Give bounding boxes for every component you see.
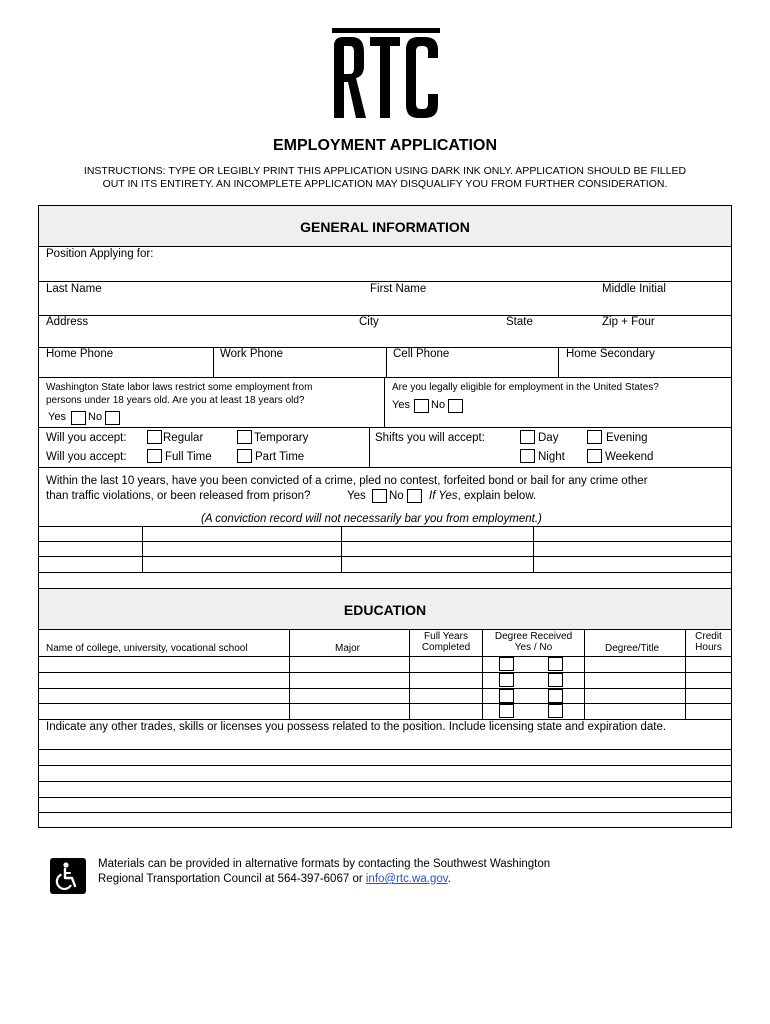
col-credit bbox=[686, 631, 731, 653]
evening-label: Evening bbox=[606, 432, 648, 444]
col-degree-line-2: Yes / No bbox=[514, 642, 553, 653]
age-yes-label: Yes bbox=[48, 411, 66, 423]
full-time-label: Full Time bbox=[165, 451, 212, 463]
degree-no-checkbox-2[interactable] bbox=[548, 673, 563, 687]
col-major: Major bbox=[335, 643, 361, 654]
footer-line-1: Materials can be provided in alternative formats by contacting the Southwest Washington bbox=[98, 858, 551, 870]
email-link[interactable]: info@rtc.wa.gov bbox=[365, 873, 448, 885]
regular-label: Regular bbox=[163, 432, 204, 444]
explain-text: , explain below. bbox=[457, 490, 537, 502]
part-time-checkbox[interactable] bbox=[237, 449, 252, 463]
conviction-no-label: No bbox=[389, 490, 404, 502]
age-question-line-1: Washington State labor laws restrict some employment from bbox=[46, 382, 313, 393]
conviction-if-yes bbox=[429, 490, 536, 502]
conviction-no-checkbox[interactable] bbox=[407, 489, 422, 503]
shifts-label: Shifts you will accept: bbox=[375, 432, 485, 444]
day-checkbox[interactable] bbox=[520, 430, 535, 444]
eligible-question: Are you legally eligible for employment in the United States? bbox=[392, 382, 659, 393]
city-label: City bbox=[359, 316, 379, 328]
accept-label-1: Will you accept: bbox=[46, 432, 127, 444]
night-checkbox[interactable] bbox=[520, 449, 535, 463]
degree-yes-checkbox-2[interactable] bbox=[499, 673, 514, 687]
eligible-yes-checkbox[interactable] bbox=[414, 399, 429, 413]
conviction-question-line-2: than traffic violations, or been released from prison? bbox=[46, 490, 311, 502]
degree-no-checkbox-4[interactable] bbox=[548, 704, 563, 718]
home-phone-label: Home Phone bbox=[46, 348, 114, 360]
col-school: Name of college, university, vocational school bbox=[46, 643, 248, 654]
weekend-label: Weekend bbox=[605, 451, 654, 463]
eligible-no-checkbox[interactable] bbox=[448, 399, 463, 413]
conviction-note: (A conviction record will not necessarily bar you from employment.) bbox=[201, 513, 542, 525]
temporary-checkbox[interactable] bbox=[237, 430, 252, 444]
eligible-no-label: No bbox=[431, 399, 446, 411]
state-label: State bbox=[506, 316, 533, 328]
work-phone-label: Work Phone bbox=[220, 348, 284, 360]
col-years-line-1: Full Years bbox=[424, 631, 468, 642]
col-title: Degree/Title bbox=[605, 643, 660, 654]
footer-line-2-end: . bbox=[447, 873, 451, 885]
weekend-checkbox[interactable] bbox=[587, 449, 602, 463]
part-time-label: Part Time bbox=[255, 451, 305, 463]
application-form bbox=[38, 205, 732, 828]
night-label: Night bbox=[538, 451, 565, 463]
zip-label: Zip + Four bbox=[602, 316, 655, 328]
skills-label: Indicate any other trades, skills or licenses you possess related to the position. Include licensing state and expiration date. bbox=[46, 721, 667, 733]
address-label: Address bbox=[46, 316, 89, 328]
evening-checkbox[interactable] bbox=[587, 430, 602, 444]
age-yes-checkbox[interactable] bbox=[71, 411, 86, 425]
age-no-label: No bbox=[88, 411, 103, 423]
col-degree bbox=[483, 631, 584, 653]
instructions-line-1: INSTRUCTIONS: TYPE OR LEGIBLY PRINT THIS APPLICATION USING DARK INK ONLY. APPLICATION SHOULD BE FILLED bbox=[83, 165, 687, 177]
full-time-checkbox[interactable] bbox=[147, 449, 162, 463]
col-years-line-2: Completed bbox=[421, 642, 471, 653]
degree-no-checkbox-3[interactable] bbox=[548, 689, 563, 703]
footer-line-2-text: Regional Transportation Council at 564-397-6067 or bbox=[98, 873, 366, 885]
if-yes-text: If Yes bbox=[429, 490, 458, 502]
age-question-line-2: persons under 18 years old. Are you at least 18 years old? bbox=[46, 395, 305, 406]
instructions-line-2: OUT IN ITS ENTIRETY. AN INCOMPLETE APPLICATION MAY DISQUALIFY YOU FROM FURTHER CONSIDERATION. bbox=[102, 178, 668, 190]
last-name-label: Last Name bbox=[46, 283, 102, 295]
first-name-label: First Name bbox=[370, 283, 427, 295]
col-years bbox=[410, 631, 482, 653]
degree-yes-checkbox-1[interactable] bbox=[499, 657, 514, 671]
education-heading: EDUCATION bbox=[343, 602, 427, 618]
rtc-logo bbox=[330, 28, 442, 118]
general-heading: GENERAL INFORMATION bbox=[300, 219, 470, 235]
degree-no-checkbox-1[interactable] bbox=[548, 657, 563, 671]
position-label: Position Applying for: bbox=[46, 248, 154, 260]
conviction-yes-checkbox[interactable] bbox=[372, 489, 387, 503]
conviction-yes-label: Yes bbox=[347, 490, 366, 502]
day-label: Day bbox=[538, 432, 559, 444]
page-title: EMPLOYMENT APPLICATION bbox=[273, 137, 497, 154]
degree-yes-checkbox-3[interactable] bbox=[499, 689, 514, 703]
accessibility-icon bbox=[50, 858, 86, 894]
col-credit-line-2: Hours bbox=[695, 642, 722, 653]
eligible-yes-label: Yes bbox=[392, 399, 410, 411]
age-no-checkbox[interactable] bbox=[105, 411, 120, 425]
col-credit-line-1: Credit bbox=[695, 631, 722, 642]
cell-phone-label: Cell Phone bbox=[393, 348, 450, 360]
regular-checkbox[interactable] bbox=[147, 430, 162, 444]
accept-label-2: Will you accept: bbox=[46, 451, 127, 463]
footer-line-2 bbox=[98, 872, 550, 887]
conviction-question-line-1: Within the last 10 years, have you been convicted of a crime, pled no contest, forfeited bond or bail for any crime other bbox=[46, 475, 648, 487]
instructions bbox=[40, 165, 730, 191]
footer-text bbox=[98, 857, 550, 887]
degree-yes-checkbox-4[interactable] bbox=[499, 704, 514, 718]
temporary-label: Temporary bbox=[254, 432, 309, 444]
home-secondary-label: Home Secondary bbox=[566, 348, 655, 360]
col-degree-line-1: Degree Received bbox=[494, 631, 573, 642]
middle-initial-label: Middle Initial bbox=[602, 283, 666, 295]
